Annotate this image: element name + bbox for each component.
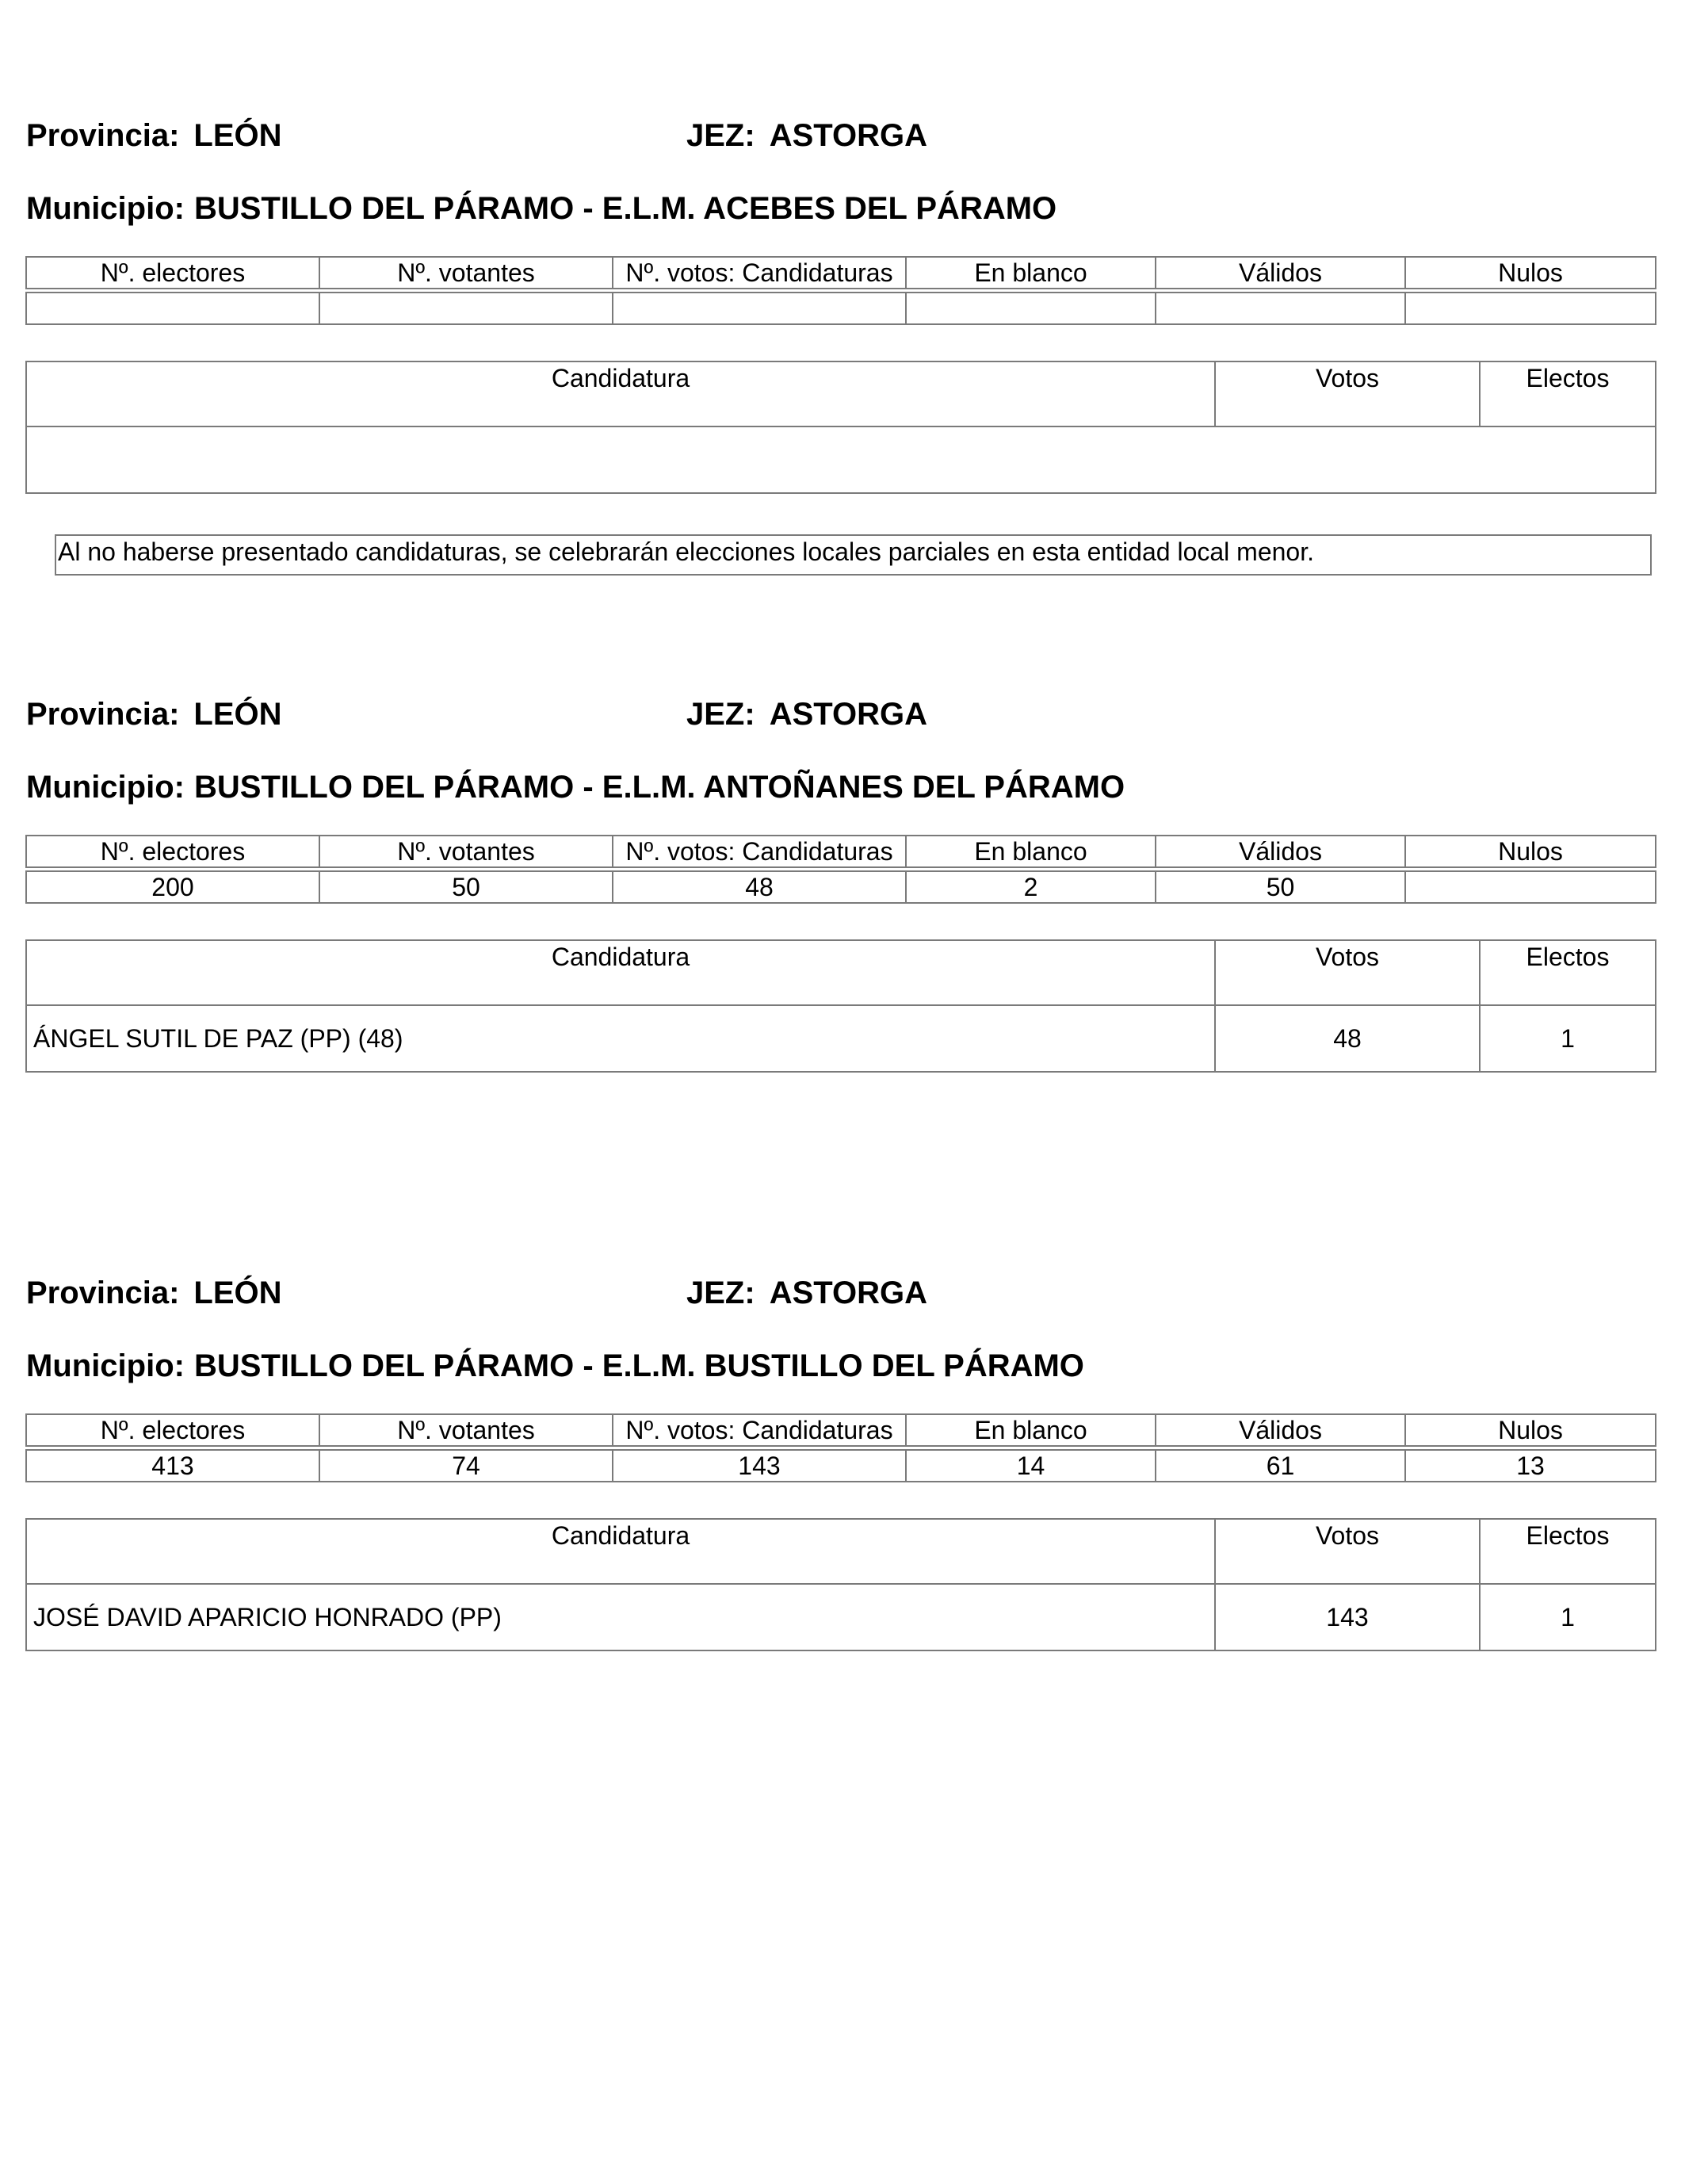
candidate-row (26, 1584, 1656, 1650)
stats-value-cell: 50 (319, 871, 613, 903)
candidates-header-row (26, 1519, 1656, 1584)
votos-header: Votos (1215, 940, 1480, 1005)
jez-value: ASTORGA (769, 697, 927, 732)
electos-header: Electos (1480, 1519, 1656, 1584)
jez-heading: JEZ: ASTORGA (686, 1276, 927, 1310)
jez-heading: JEZ: ASTORGA (686, 118, 927, 153)
municipio-heading: Municipio: BUSTILLO DEL PÁRAMO - E.L.M. ACEBES DEL PÁRAMO (26, 191, 1057, 226)
stats-header-cell: En blanco (906, 1414, 1156, 1446)
empty-candidates-cell (26, 426, 1656, 493)
candidates-table (25, 361, 1656, 494)
candidate-votes: 143 (1215, 1584, 1480, 1650)
candidate-name: ÁNGEL SUTIL DE PAZ (PP) (48) (26, 1005, 1215, 1072)
stats-header-cell: Nº. votos: Candidaturas (613, 257, 906, 289)
stats-header-cell: Nº. electores (26, 257, 319, 289)
candidate-votes: 48 (1215, 1005, 1480, 1072)
provincia-heading: Provincia: LEÓN (26, 697, 282, 732)
stats-header-cell: Válidos (1156, 1414, 1405, 1446)
stats-header-cell: En blanco (906, 257, 1156, 289)
municipio-value: BUSTILLO DEL PÁRAMO - E.L.M. BUSTILLO DEL PÁRAMO (193, 1348, 1084, 1383)
stats-value-cell: 413 (26, 1450, 319, 1482)
votos-header: Votos (1215, 361, 1480, 426)
provincia-value: LEÓN (193, 1276, 282, 1310)
stats-value-cell (906, 293, 1156, 324)
stats-table (25, 1413, 1656, 1482)
candidate-elected: 1 (1480, 1584, 1656, 1650)
municipio-heading: Municipio: BUSTILLO DEL PÁRAMO - E.L.M. ANTOÑANES DEL PÁRAMO (26, 770, 1125, 805)
stats-header-row (26, 1414, 1656, 1446)
candidate-elected: 1 (1480, 1005, 1656, 1072)
candidates-header-row (26, 940, 1656, 1005)
stats-value-cell: 13 (1405, 1450, 1656, 1482)
stats-value-row (26, 1450, 1656, 1482)
stats-value-cell (613, 293, 906, 324)
stats-value-cell: 50 (1156, 871, 1405, 903)
provincia-value: LEÓN (193, 697, 282, 732)
stats-value-row (26, 293, 1656, 324)
jez-value: ASTORGA (769, 118, 927, 153)
candidate-row (26, 1005, 1656, 1072)
stats-value-cell (26, 293, 319, 324)
stats-header-cell: Nº. votantes (319, 1414, 613, 1446)
stats-header-row (26, 836, 1656, 867)
stats-header-row (26, 257, 1656, 289)
stats-value-cell: 14 (906, 1450, 1156, 1482)
stats-header-cell: Nulos (1405, 836, 1656, 867)
candidatura-header: Candidatura (26, 361, 1215, 426)
votos-header: Votos (1215, 1519, 1480, 1584)
stats-header-cell: Nº. electores (26, 1414, 319, 1446)
candidate-name: JOSÉ DAVID APARICIO HONRADO (PP) (26, 1584, 1215, 1650)
stats-table (25, 256, 1656, 325)
stats-value-cell (1156, 293, 1405, 324)
stats-value-cell: 143 (613, 1450, 906, 1482)
municipio-value: BUSTILLO DEL PÁRAMO - E.L.M. ANTOÑANES DEL PÁRAMO (193, 770, 1125, 805)
electos-header: Electos (1480, 361, 1656, 426)
stats-value-cell: 74 (319, 1450, 613, 1482)
municipio-value: BUSTILLO DEL PÁRAMO - E.L.M. ACEBES DEL PÁRAMO (193, 191, 1057, 226)
provincia-heading: Provincia: LEÓN (26, 118, 282, 153)
stats-header-cell: Nº. votantes (319, 257, 613, 289)
stats-header-cell: En blanco (906, 836, 1156, 867)
candidatura-header: Candidatura (26, 1519, 1215, 1584)
jez-value: ASTORGA (769, 1276, 927, 1310)
stats-header-cell: Nº. votantes (319, 836, 613, 867)
stats-header-cell: Válidos (1156, 836, 1405, 867)
candidates-header-row (26, 361, 1656, 426)
no-candidates-note: Al no haberse presentado candidaturas, se celebrarán elecciones locales parciales en esta entidad local menor. (55, 534, 1652, 576)
stats-value-cell (1405, 293, 1656, 324)
jez-heading: JEZ: ASTORGA (686, 697, 927, 732)
stats-header-cell: Válidos (1156, 257, 1405, 289)
stats-header-cell: Nº. votos: Candidaturas (613, 1414, 906, 1446)
stats-value-row (26, 871, 1656, 903)
stats-value-cell: 200 (26, 871, 319, 903)
stats-value-cell: 61 (1156, 1450, 1405, 1482)
stats-header-cell: Nº. votos: Candidaturas (613, 836, 906, 867)
candidatura-header: Candidatura (26, 940, 1215, 1005)
stats-header-cell: Nº. electores (26, 836, 319, 867)
electos-header: Electos (1480, 940, 1656, 1005)
stats-value-cell: 48 (613, 871, 906, 903)
municipio-heading: Municipio: BUSTILLO DEL PÁRAMO - E.L.M. BUSTILLO DEL PÁRAMO (26, 1348, 1084, 1383)
provincia-value: LEÓN (193, 118, 282, 153)
stats-value-cell: 2 (906, 871, 1156, 903)
stats-header-cell: Nulos (1405, 257, 1656, 289)
stats-value-cell (1405, 871, 1656, 903)
candidates-table (25, 1518, 1656, 1651)
candidates-table (25, 939, 1656, 1073)
provincia-heading: Provincia: LEÓN (26, 1276, 282, 1310)
stats-header-cell: Nulos (1405, 1414, 1656, 1446)
stats-value-cell (319, 293, 613, 324)
candidate-row-empty (26, 426, 1656, 493)
stats-table (25, 835, 1656, 904)
